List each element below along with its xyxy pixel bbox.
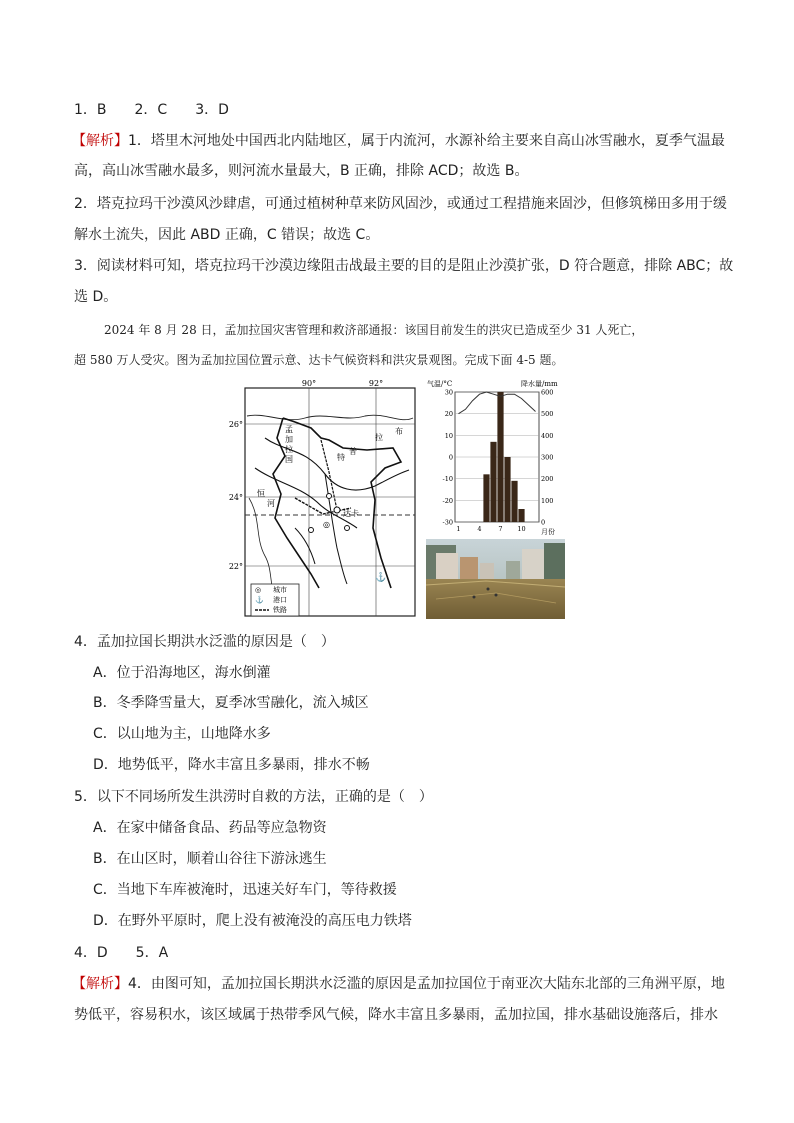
dhaka-label: ◎ [323,520,330,529]
figure [225,378,570,620]
precip-tick-label: 300 [541,453,554,462]
analysis-4-text: 4．由图可知，孟加拉国长期洪水泛滥的原因是孟加拉国位于南亚次大陆东北部的三角洲平原，地 [128,976,725,992]
temp-tick-label: -20 [442,496,453,505]
analysis-4-line1 [72,974,725,994]
river-label-la: 拉 [375,433,383,442]
bangladesh-location-map [225,378,420,620]
temp-tick-label: -10 [442,475,453,484]
analysis-4-line2: 势低平，容易积水，该区域属于热带季风气候，降水丰富且多暴雨，孟加拉国，排水基础设施落后，排水 [74,1007,718,1023]
precip-tick-label: 600 [541,388,554,397]
analysis-bracket: 【解析】 [72,133,128,149]
legend-port: 港口 [273,596,287,604]
precip-bar [490,442,496,522]
river-ganges-label: 恒 [257,489,265,498]
precip-axis-label: 降水量/mm [521,380,558,388]
month-tick-label: 1 [456,525,461,533]
lat-label-24: 24° [228,493,243,502]
answers-4-5: 4．D 5．A [74,945,169,961]
precip-bar [504,457,510,522]
q5-option-d: D．在野外平原时，爬上没有被淹没的高压电力铁塔 [93,913,412,929]
q5-option-a: A．在家中储备食品、药品等应急物资 [93,820,327,836]
precip-tick-label: 100 [541,496,554,505]
analysis-3-line2: 选 D。 [74,289,118,305]
river-label-bu: 布 [395,427,403,436]
precip-bar [497,392,503,522]
question-5: 5．以下不同场所发生洪涝时自救的方法，正确的是（ ） [74,789,433,805]
temperature-line [459,392,536,414]
lon-label-90: 90° [301,379,317,388]
lat-label-26: 26° [228,420,243,429]
precip-tick-label: 400 [541,431,554,440]
q5-option-c: C．当地下车库被淹时，迅速关好车门，等待救援 [93,882,397,898]
q4-option-d: D．地势低平，降水丰富且多暴雨，排水不畅 [93,757,370,773]
analysis-1-line1 [72,131,725,151]
month-tick-label: 7 [498,525,503,533]
month-tick-label: 4 [477,525,482,533]
svg-text:拉: 拉 [285,445,293,454]
q4-option-c: C．以山地为主，山地降水多 [93,726,271,742]
flood-scene-photo [426,539,565,619]
svg-text:国: 国 [285,455,293,464]
precip-bar [483,474,489,522]
analysis-2-line2: 解水土流失，因此 ABD 正确，C 错误；故选 C。 [74,227,380,243]
svg-text:◎: ◎ [255,586,262,594]
river-ganges-label-2: 河 [267,499,275,508]
precip-tick-label: 0 [541,518,546,527]
temp-tick-label: 0 [448,453,453,462]
lat-label-22: 22° [228,562,243,571]
temp-tick-label: 20 [444,410,453,419]
analysis-3-line1: 3．阅读材料可知，塔克拉玛干沙漠边缘阻击战最主要的目的是阻止沙漠扩张，D 符合题意，排除 ABC；故 [74,258,734,274]
passage-line1: 2024 年 8 月 28 日，孟加拉国灾害管理和救济部通报：该国目前发生的洪灾已造成至少 31 人死亡， [104,323,644,337]
legend-city: 城市 [273,586,287,594]
country-label-1: 孟 [285,425,293,434]
river-label-pu: 普 [349,447,357,456]
month-tick-label: 10 [517,525,526,533]
q4-option-b: B．冬季降雪量大，夏季冰雪融化，流入城区 [93,695,369,711]
passage-line2: 超 580 万人受灾。图为孟加拉国位置示意、达卡气候资料和洪灾景观图。完成下面 4-5 题。 [74,353,564,367]
q5-option-b: B．在山区时，顺着山谷往下游泳逃生 [93,851,327,867]
precip-bar [511,481,517,522]
q4-option-a: A．位于沿海地区，海水倒灌 [93,665,271,681]
svg-text:加: 加 [285,435,293,444]
precip-tick-label: 500 [541,410,554,419]
legend-rail: 铁路 [273,606,287,614]
answers-1-3: 1．B 2．C 3．D [74,102,229,118]
month-axis-label: 月份 [541,528,555,536]
analysis-1-text: 1．塔里木河地处中国西北内陆地区，属于内流河，水源补给主要来自高山冰雪融水，夏季气温最 [128,133,725,149]
precip-bar [518,509,524,522]
svg-text:⚓: ⚓ [255,596,264,604]
analysis-bracket-2: 【解析】 [72,976,128,992]
temp-axis-label: 气温/°C [427,380,453,388]
analysis-2-line1: 2．塔克拉玛干沙漠风沙肆虐，可通过植树种草来防风固沙，或通过工程措施来固沙，但修筑梯田多用于缓 [74,196,727,212]
lon-label-92: 92° [368,379,384,388]
dhaka-city-marker [334,507,340,513]
dhaka-climate-chart [425,378,565,536]
temp-tick-label: 10 [444,431,453,440]
port-anchor-icon: ⚓ [375,573,387,583]
question-4: 4．孟加拉国长期洪水泛滥的原因是（ ） [74,634,335,650]
precip-tick-label: 200 [541,475,554,484]
river-label-te: 特 [337,453,345,462]
city-dhaka-label: 达卡 [343,509,359,518]
temp-tick-label: 30 [444,388,453,397]
temp-tick-label: -30 [442,518,453,527]
analysis-1-line2: 高，高山冰雪融水最多，则河流水量最大，B 正确，排除 ACD；故选 B。 [74,163,529,179]
